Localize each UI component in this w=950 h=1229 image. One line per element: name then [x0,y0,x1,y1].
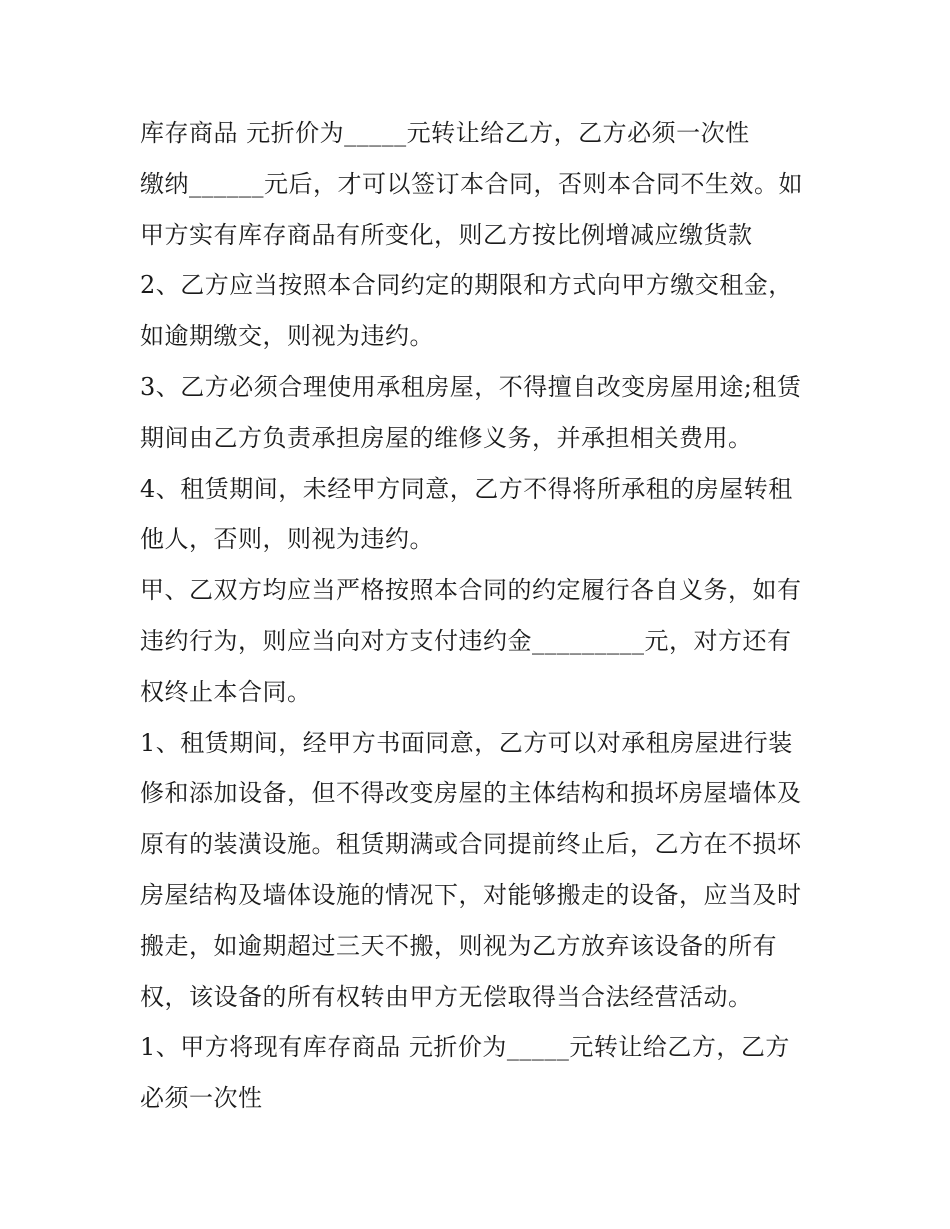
text-line-20: 必须一次性 [140,1084,263,1113]
text-line-3: 甲方实有库存商品有所变化，则乙方按比例增减应缴货款 [140,220,753,249]
text-line-15: 原有的装潢设施。租赁期满或合同提前终止后，乙方在不损坏 [140,830,802,859]
text-line-19: 1、甲方将现有库存商品 元折价为_____元转让给乙方，乙方 [140,1033,790,1062]
text-line-10: 甲、乙双方均应当严格按照本合同的约定履行各自义务，如有 [140,576,802,605]
text-line-9: 他人，否则，则视为违约。 [140,525,434,554]
text-line-2: 缴纳______元后，才可以签订本合同，否则本合同不生效。如 [140,169,803,198]
text-line-6: 3、乙方必须合理使用承租房屋，不得擅自改变房屋用途;租赁 [140,372,802,401]
text-line-14: 修和添加设备，但不得改变房屋的主体结构和损坏房屋墙体及 [140,779,802,808]
text-line-13: 1、租赁期间，经甲方书面同意，乙方可以对承租房屋进行装 [140,728,793,757]
text-line-7: 期间由乙方负责承担房屋的维修义务，并承担相关费用。 [140,423,753,452]
text-line-8: 4、租赁期间，未经甲方同意，乙方不得将所承租的房屋转租 [140,474,793,503]
text-line-18: 权，该设备的所有权转由甲方无偿取得当合法经营活动。 [140,982,753,1011]
text-line-17: 搬走，如逾期超过三天不搬，则视为乙方放弃该设备的所有 [140,931,777,960]
text-line-1: 库存商品 元折价为_____元转让给乙方，乙方必须一次性 [140,119,750,147]
text-line-12: 权终止本合同。 [140,677,312,706]
text-line-5: 如逾期缴交，则视为违约。 [140,322,434,351]
contract-text [140,108,830,1124]
text-line-4: 2、乙方应当按照本合同约定的期限和方式向甲方缴交租金， [140,271,793,300]
text-line-16: 房屋结构及墙体设施的情况下，对能够搬走的设备，应当及时 [140,880,802,909]
text-line-11: 违约行为，则应当向对方支付违约金_________元，对方还有 [140,626,792,655]
